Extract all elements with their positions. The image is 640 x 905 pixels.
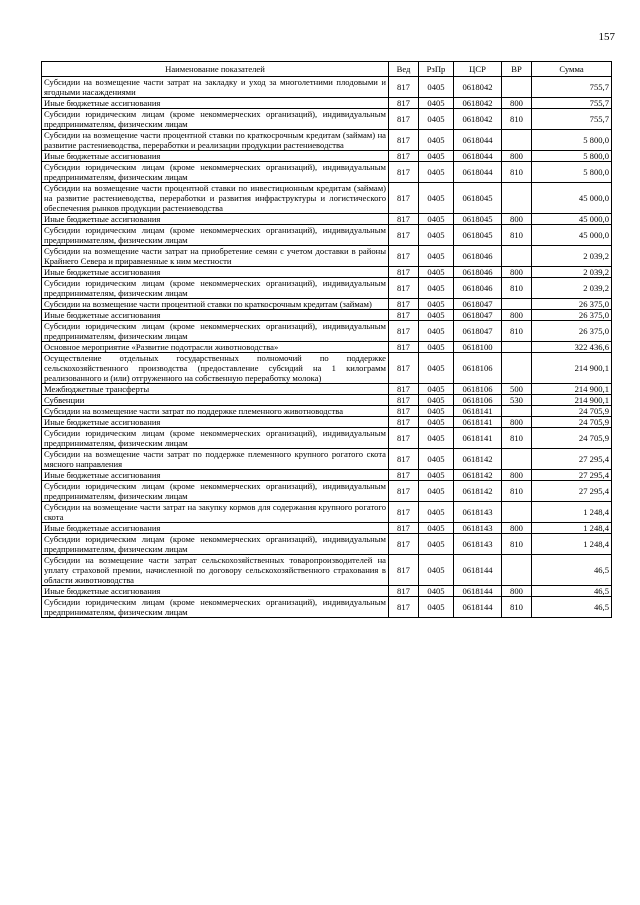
row-vr-cell: 800: [502, 470, 532, 481]
row-ved-cell: 817: [389, 502, 419, 523]
row-name-cell: Осуществление отдельных государственных полномочий по поддержке сельскохозяйственного производства (предоставление субсидий на 1 килограмм реализованного и (или) отгруженного на собственную переработку молока): [42, 353, 389, 384]
row-ved-cell: 817: [389, 321, 419, 342]
row-csr-cell: 0618045: [454, 183, 502, 214]
budget-table: [41, 61, 612, 618]
row-ved-cell: 817: [389, 481, 419, 502]
row-name-cell: Субсидии на возмещение части затрат на закупку кормов для содержания крупного рогатого скота: [42, 502, 389, 523]
row-vr-cell: [502, 342, 532, 353]
row-ved-cell: 817: [389, 267, 419, 278]
row-rzpr-cell: 0405: [419, 77, 454, 98]
row-sum-cell: 1 248,4: [532, 523, 612, 534]
header-rzpr: РзПр: [419, 62, 454, 77]
row-ved-cell: 817: [389, 534, 419, 555]
row-vr-cell: 810: [502, 428, 532, 449]
row-csr-cell: 0618143: [454, 534, 502, 555]
row-ved-cell: 817: [389, 417, 419, 428]
row-name-cell: Субвенции: [42, 395, 389, 406]
row-vr-cell: [502, 353, 532, 384]
row-name-cell: Субсидии юридическим лицам (кроме некоммерческих организаций), индивидуальным предпринимателям, физическим лицам: [42, 321, 389, 342]
table-row: [42, 523, 612, 534]
row-rzpr-cell: 0405: [419, 130, 454, 151]
row-csr-cell: 0618141: [454, 406, 502, 417]
row-name-cell: Субсидии на возмещение части затрат сельскохозяйственных товаропроизводителей на уплату страховой премии, начисленной по договору сельскохозяйственного страхования в области животноводства: [42, 555, 389, 586]
row-vr-cell: [502, 449, 532, 470]
table-row: [42, 225, 612, 246]
row-vr-cell: 800: [502, 586, 532, 597]
table-header-row: [42, 62, 612, 77]
row-sum-cell: 1 248,4: [532, 534, 612, 555]
table-row: [42, 449, 612, 470]
row-ved-cell: 817: [389, 162, 419, 183]
page-number: 157: [598, 31, 615, 43]
row-ved-cell: 817: [389, 523, 419, 534]
row-sum-cell: 27 295,4: [532, 449, 612, 470]
row-vr-cell: 530: [502, 395, 532, 406]
row-vr-cell: 810: [502, 162, 532, 183]
table-row: [42, 428, 612, 449]
row-rzpr-cell: 0405: [419, 470, 454, 481]
header-vr: ВР: [502, 62, 532, 77]
table-row: [42, 395, 612, 406]
row-ved-cell: 817: [389, 428, 419, 449]
header-csr: ЦСР: [454, 62, 502, 77]
row-name-cell: Иные бюджетные ассигнования: [42, 586, 389, 597]
row-rzpr-cell: 0405: [419, 183, 454, 214]
row-sum-cell: 214 900,1: [532, 384, 612, 395]
header-name: Наименование показателей: [42, 62, 389, 77]
row-sum-cell: 322 436,6: [532, 342, 612, 353]
row-sum-cell: 45 000,0: [532, 214, 612, 225]
row-sum-cell: 5 800,0: [532, 130, 612, 151]
row-ved-cell: 817: [389, 342, 419, 353]
row-rzpr-cell: 0405: [419, 384, 454, 395]
row-sum-cell: 26 375,0: [532, 299, 612, 310]
row-vr-cell: [502, 130, 532, 151]
row-sum-cell: 2 039,2: [532, 267, 612, 278]
table-row: [42, 321, 612, 342]
table-row: [42, 342, 612, 353]
row-csr-cell: 0618142: [454, 470, 502, 481]
row-ved-cell: 817: [389, 98, 419, 109]
row-csr-cell: 0618100: [454, 342, 502, 353]
row-sum-cell: 27 295,4: [532, 470, 612, 481]
table-row: [42, 98, 612, 109]
row-csr-cell: 0618044: [454, 151, 502, 162]
table-row: [42, 502, 612, 523]
row-name-cell: Субсидии на возмещение части затрат на закладку и уход за многолетними плодовыми и ягодными насаждениями: [42, 77, 389, 98]
row-sum-cell: 27 295,4: [532, 481, 612, 502]
row-vr-cell: [502, 555, 532, 586]
row-vr-cell: 810: [502, 597, 532, 618]
row-sum-cell: 45 000,0: [532, 225, 612, 246]
row-ved-cell: 817: [389, 246, 419, 267]
row-csr-cell: 0618042: [454, 77, 502, 98]
table-row: [42, 417, 612, 428]
table-row: [42, 586, 612, 597]
row-sum-cell: 5 800,0: [532, 162, 612, 183]
row-ved-cell: 817: [389, 225, 419, 246]
table-row: [42, 162, 612, 183]
row-vr-cell: 810: [502, 225, 532, 246]
row-rzpr-cell: 0405: [419, 597, 454, 618]
table-row: [42, 555, 612, 586]
row-rzpr-cell: 0405: [419, 481, 454, 502]
table-row: [42, 384, 612, 395]
row-rzpr-cell: 0405: [419, 98, 454, 109]
row-sum-cell: 46,5: [532, 555, 612, 586]
row-csr-cell: 0618142: [454, 481, 502, 502]
row-name-cell: Субсидии на возмещение части процентной ставки по краткосрочным кредитам (займам) на развитие растениеводства, переработки и реализации продукции растениеводства: [42, 130, 389, 151]
row-ved-cell: 817: [389, 353, 419, 384]
row-rzpr-cell: 0405: [419, 523, 454, 534]
row-name-cell: Иные бюджетные ассигнования: [42, 417, 389, 428]
row-sum-cell: 24 705,9: [532, 428, 612, 449]
table-row: [42, 214, 612, 225]
row-csr-cell: 0618046: [454, 278, 502, 299]
row-rzpr-cell: 0405: [419, 417, 454, 428]
row-ved-cell: 817: [389, 77, 419, 98]
row-ved-cell: 817: [389, 555, 419, 586]
row-rzpr-cell: 0405: [419, 109, 454, 130]
row-ved-cell: 817: [389, 278, 419, 299]
row-name-cell: Субсидии на возмещение части затрат на приобретение семян с учетом доставки в районы Крайнего Севера и приравненные к ним местности: [42, 246, 389, 267]
header-sum: Сумма: [532, 62, 612, 77]
table-row: [42, 353, 612, 384]
row-sum-cell: 46,5: [532, 586, 612, 597]
row-csr-cell: 0618141: [454, 428, 502, 449]
row-rzpr-cell: 0405: [419, 310, 454, 321]
row-sum-cell: 214 900,1: [532, 395, 612, 406]
table-row: [42, 597, 612, 618]
row-csr-cell: 0618046: [454, 267, 502, 278]
row-ved-cell: 817: [389, 586, 419, 597]
row-vr-cell: 810: [502, 534, 532, 555]
row-csr-cell: 0618044: [454, 130, 502, 151]
row-sum-cell: 755,7: [532, 98, 612, 109]
row-sum-cell: 24 705,9: [532, 406, 612, 417]
row-vr-cell: 800: [502, 310, 532, 321]
row-name-cell: Иные бюджетные ассигнования: [42, 98, 389, 109]
row-vr-cell: 810: [502, 278, 532, 299]
table-row: [42, 278, 612, 299]
table-row: [42, 246, 612, 267]
row-csr-cell: 0618142: [454, 449, 502, 470]
row-rzpr-cell: 0405: [419, 428, 454, 449]
row-vr-cell: [502, 77, 532, 98]
row-vr-cell: 800: [502, 151, 532, 162]
row-ved-cell: 817: [389, 406, 419, 417]
row-name-cell: Субсидии на возмещение части процентной ставки по краткосрочным кредитам (займам): [42, 299, 389, 310]
row-ved-cell: 817: [389, 449, 419, 470]
row-name-cell: Субсидии на возмещение части процентной ставки по инвестиционным кредитам (займам) на развитие растениеводства, переработки и развития инфраструктуры и логистического обеспечения рынков продукции растениеводства: [42, 183, 389, 214]
row-name-cell: Субсидии юридическим лицам (кроме некоммерческих организаций), индивидуальным предпринимателям, физическим лицам: [42, 278, 389, 299]
table-row: [42, 299, 612, 310]
row-rzpr-cell: 0405: [419, 278, 454, 299]
row-name-cell: Субсидии юридическим лицам (кроме некоммерческих организаций), индивидуальным предпринимателям, физическим лицам: [42, 109, 389, 130]
row-name-cell: Иные бюджетные ассигнования: [42, 151, 389, 162]
row-rzpr-cell: 0405: [419, 151, 454, 162]
table-row: [42, 183, 612, 214]
row-vr-cell: 800: [502, 98, 532, 109]
table-row: [42, 481, 612, 502]
row-vr-cell: 800: [502, 417, 532, 428]
table-row: [42, 267, 612, 278]
row-sum-cell: 2 039,2: [532, 278, 612, 299]
row-name-cell: Иные бюджетные ассигнования: [42, 470, 389, 481]
row-csr-cell: 0618144: [454, 555, 502, 586]
row-sum-cell: 5 800,0: [532, 151, 612, 162]
row-ved-cell: 817: [389, 130, 419, 151]
row-rzpr-cell: 0405: [419, 406, 454, 417]
row-name-cell: Основное мероприятие «Развитие подотрасли животноводства»: [42, 342, 389, 353]
row-csr-cell: 0618045: [454, 214, 502, 225]
table-row: [42, 130, 612, 151]
row-sum-cell: 26 375,0: [532, 321, 612, 342]
row-rzpr-cell: 0405: [419, 342, 454, 353]
row-csr-cell: 0618042: [454, 98, 502, 109]
row-sum-cell: 214 900,1: [532, 353, 612, 384]
row-csr-cell: 0618042: [454, 109, 502, 130]
row-sum-cell: 26 375,0: [532, 310, 612, 321]
row-csr-cell: 0618143: [454, 502, 502, 523]
row-name-cell: Межбюджетные трансферты: [42, 384, 389, 395]
row-name-cell: Иные бюджетные ассигнования: [42, 214, 389, 225]
row-rzpr-cell: 0405: [419, 299, 454, 310]
row-rzpr-cell: 0405: [419, 321, 454, 342]
row-rzpr-cell: 0405: [419, 246, 454, 267]
row-csr-cell: 0618106: [454, 395, 502, 406]
row-ved-cell: 817: [389, 597, 419, 618]
row-ved-cell: 817: [389, 470, 419, 481]
row-vr-cell: 810: [502, 481, 532, 502]
row-ved-cell: 817: [389, 299, 419, 310]
row-name-cell: Субсидии юридическим лицам (кроме некоммерческих организаций), индивидуальным предпринимателям, физическим лицам: [42, 481, 389, 502]
row-rzpr-cell: 0405: [419, 395, 454, 406]
header-ved: Вед: [389, 62, 419, 77]
row-csr-cell: 0618141: [454, 417, 502, 428]
row-vr-cell: [502, 406, 532, 417]
row-vr-cell: 810: [502, 321, 532, 342]
table-row: [42, 310, 612, 321]
row-csr-cell: 0618047: [454, 299, 502, 310]
row-vr-cell: [502, 183, 532, 214]
row-sum-cell: 46,5: [532, 597, 612, 618]
row-name-cell: Субсидии юридическим лицам (кроме некоммерческих организаций), индивидуальным предпринимателям, физическим лицам: [42, 534, 389, 555]
row-name-cell: Субсидии юридическим лицам (кроме некоммерческих организаций), индивидуальным предпринимателям, физическим лицам: [42, 162, 389, 183]
row-rzpr-cell: 0405: [419, 214, 454, 225]
row-rzpr-cell: 0405: [419, 555, 454, 586]
row-ved-cell: 817: [389, 109, 419, 130]
row-vr-cell: 810: [502, 109, 532, 130]
row-vr-cell: 800: [502, 267, 532, 278]
row-csr-cell: 0618106: [454, 384, 502, 395]
table-row: [42, 534, 612, 555]
table-row: [42, 77, 612, 98]
row-vr-cell: [502, 246, 532, 267]
row-rzpr-cell: 0405: [419, 586, 454, 597]
table-row: [42, 151, 612, 162]
row-csr-cell: 0618047: [454, 321, 502, 342]
row-ved-cell: 817: [389, 384, 419, 395]
row-csr-cell: 0618044: [454, 162, 502, 183]
row-sum-cell: 2 039,2: [532, 246, 612, 267]
row-name-cell: Субсидии на возмещение части затрат по поддержке племенного крупного рогатого скота мясного направления: [42, 449, 389, 470]
row-vr-cell: 800: [502, 214, 532, 225]
row-sum-cell: 1 248,4: [532, 502, 612, 523]
table-body: [42, 77, 612, 618]
row-ved-cell: 817: [389, 395, 419, 406]
row-ved-cell: 817: [389, 151, 419, 162]
table-row: [42, 109, 612, 130]
row-ved-cell: 817: [389, 310, 419, 321]
row-name-cell: Субсидии юридическим лицам (кроме некоммерческих организаций), индивидуальным предпринимателям, физическим лицам: [42, 597, 389, 618]
row-name-cell: Субсидии юридическим лицам (кроме некоммерческих организаций), индивидуальным предпринимателям, физическим лицам: [42, 225, 389, 246]
row-csr-cell: 0618045: [454, 225, 502, 246]
row-vr-cell: [502, 502, 532, 523]
row-rzpr-cell: 0405: [419, 449, 454, 470]
row-rzpr-cell: 0405: [419, 225, 454, 246]
row-csr-cell: 0618106: [454, 353, 502, 384]
row-name-cell: Субсидии на возмещение части затрат по поддержке племенного животноводства: [42, 406, 389, 417]
row-sum-cell: 24 705,9: [532, 417, 612, 428]
row-vr-cell: [502, 299, 532, 310]
row-ved-cell: 817: [389, 214, 419, 225]
table-row: [42, 470, 612, 481]
row-csr-cell: 0618144: [454, 597, 502, 618]
row-rzpr-cell: 0405: [419, 534, 454, 555]
row-csr-cell: 0618144: [454, 586, 502, 597]
row-sum-cell: 45 000,0: [532, 183, 612, 214]
row-vr-cell: 800: [502, 523, 532, 534]
row-ved-cell: 817: [389, 183, 419, 214]
row-name-cell: Субсидии юридическим лицам (кроме некоммерческих организаций), индивидуальным предпринимателям, физическим лицам: [42, 428, 389, 449]
row-name-cell: Иные бюджетные ассигнования: [42, 523, 389, 534]
row-rzpr-cell: 0405: [419, 502, 454, 523]
row-vr-cell: 500: [502, 384, 532, 395]
row-rzpr-cell: 0405: [419, 267, 454, 278]
table-row: [42, 406, 612, 417]
row-rzpr-cell: 0405: [419, 162, 454, 183]
row-csr-cell: 0618047: [454, 310, 502, 321]
row-sum-cell: 755,7: [532, 77, 612, 98]
row-csr-cell: 0618046: [454, 246, 502, 267]
row-sum-cell: 755,7: [532, 109, 612, 130]
row-name-cell: Иные бюджетные ассигнования: [42, 310, 389, 321]
row-name-cell: Иные бюджетные ассигнования: [42, 267, 389, 278]
row-rzpr-cell: 0405: [419, 353, 454, 384]
row-csr-cell: 0618143: [454, 523, 502, 534]
